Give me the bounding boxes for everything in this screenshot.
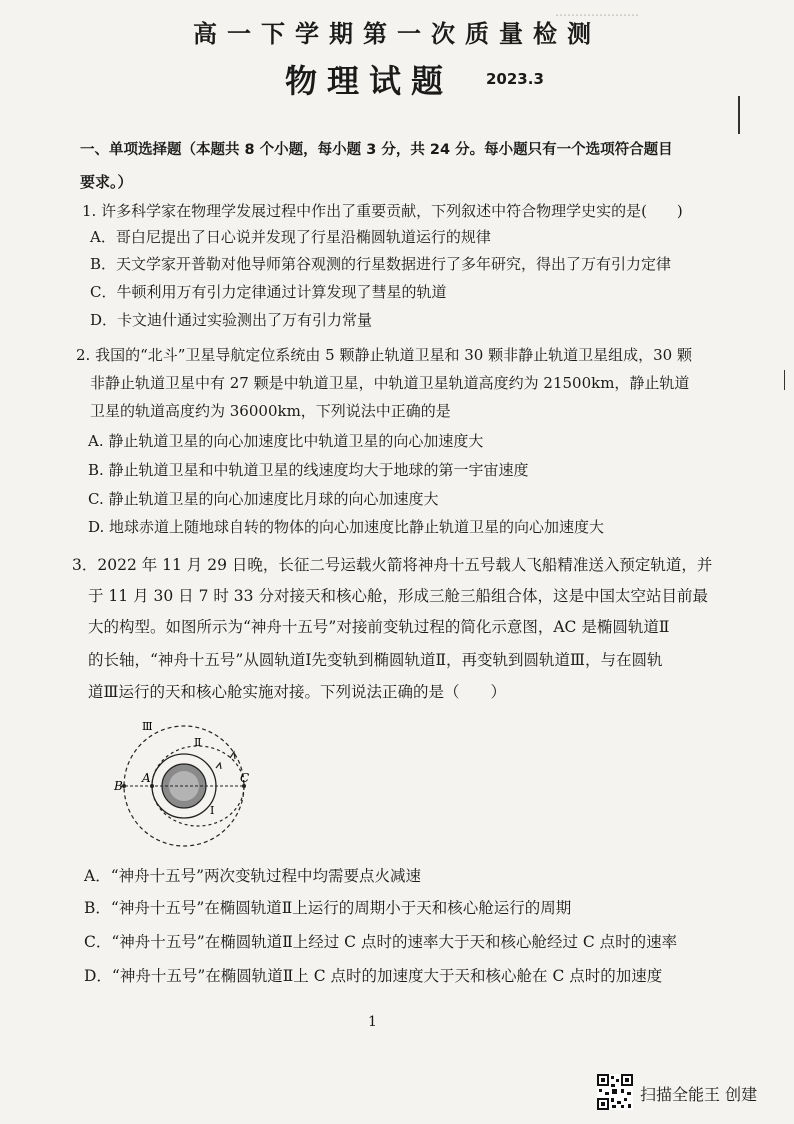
question-2-stem-line2: 非静止轨道卫星中有 27 颗是中轨道卫星，中轨道卫星轨道高度约为 21500km，静止轨道 bbox=[90, 374, 690, 392]
question-1-stem: 1. 许多科学家在物理学发展过程中作出了重要贡献，下列叙述中符合物理学史实的是( ) bbox=[82, 202, 683, 220]
scanner-watermark-label: 扫描全能王 创建 bbox=[640, 1085, 758, 1104]
exam-date: 2023.3 bbox=[486, 70, 544, 88]
question-1-option-b: B．天文学家开普勒对他导师第谷观测的行星数据进行了多年研究，得出了万有引力定律 bbox=[90, 255, 672, 273]
question-1-option-c: C．牛顿利用万有引力定律通过计算发现了彗星的轨道 bbox=[90, 283, 447, 301]
question-3-stem-line5: 道Ⅲ运行的天和核心舱实施对接。下列说法正确的是（ ） bbox=[88, 683, 506, 701]
question-2-option-b: B. 静止轨道卫星和中轨道卫星的线速度均大于地球的第一宇宙速度 bbox=[88, 461, 529, 479]
section-heading-line1: 一、单项选择题（本题共 8 个小题，每小题 3 分，共 24 分。每小题只有一个选项符合题目 bbox=[80, 142, 673, 158]
question-2-option-a: A. 静止轨道卫星的向心加速度比中轨道卫星的向心加速度大 bbox=[88, 432, 484, 450]
arrow-orbit-i bbox=[216, 763, 221, 769]
bleed-through-text: ⋯⋯⋯⋯⋯⋯⋯ bbox=[555, 8, 639, 22]
label-orbit-iii: Ⅲ bbox=[142, 720, 153, 733]
qr-code-icon bbox=[597, 1074, 633, 1110]
question-3-option-b: B．“神舟十五号”在椭圆轨道Ⅱ上运行的周期小于天和核心舱运行的周期 bbox=[84, 899, 572, 917]
question-2-stem-line1: 2. 我国的“北斗”卫星导航定位系统由 5 颗静止轨道卫星和 30 颗非静止轨道卫星组成，30 颗 bbox=[76, 346, 692, 364]
scan-edge-mark bbox=[738, 96, 740, 134]
question-3-stem-line1: 3．2022 年 11 月 29 日晚，长征二号运载火箭将神舟十五号载人飞船精准送入预定轨道，并 bbox=[72, 556, 713, 574]
earth-highlight bbox=[169, 771, 199, 801]
label-point-a: A bbox=[142, 771, 151, 785]
page-number: 1 bbox=[368, 1014, 377, 1030]
question-2-option-c: C. 静止轨道卫星的向心加速度比月球的向心加速度大 bbox=[88, 490, 439, 508]
question-1-option-d: D．卡文迪什通过实验测出了万有引力常量 bbox=[90, 311, 373, 329]
label-orbit-ii: Ⅱ bbox=[194, 736, 202, 749]
question-1-option-a: A．哥白尼提出了日心说并发现了行星沿椭圆轨道运行的规律 bbox=[90, 228, 491, 246]
question-2-option-d: D. 地球赤道上随地球自转的物体的向心加速度比静止轨道卫星的向心加速度大 bbox=[88, 518, 605, 536]
orbit-diagram bbox=[112, 718, 252, 852]
question-3-option-c: C．“神舟十五号”在椭圆轨道Ⅱ上经过 C 点时的速率大于天和核心舱经过 C 点时的速率 bbox=[84, 933, 678, 951]
arrow-orbit-ii bbox=[230, 752, 235, 759]
exam-title-line1: 高一下学期第一次质量检测 bbox=[193, 19, 601, 48]
section-heading-line2: 要求。） bbox=[80, 173, 133, 191]
label-point-c: C bbox=[240, 771, 250, 785]
section-heading bbox=[80, 138, 700, 192]
scan-edge-mark bbox=[784, 370, 785, 390]
question-3-option-a: A．“神舟十五号”两次变轨过程中均需要点火减速 bbox=[84, 867, 422, 885]
label-point-b: B bbox=[114, 779, 123, 793]
question-2-stem-line3: 卫星的轨道高度约为 36000km，下列说法中正确的是 bbox=[90, 402, 451, 420]
exam-title-line2: 物理试题 bbox=[285, 62, 454, 100]
label-orbit-i: Ⅰ bbox=[210, 804, 215, 817]
question-3-stem-line2: 于 11 月 30 日 7 时 33 分对接天和核心舱，形成三舱三船组合体，这是中国太空站目前最 bbox=[88, 587, 708, 605]
question-3-stem-line4: 的长轴，“神舟十五号”从圆轨道Ⅰ先变轨到椭圆轨道Ⅱ，再变轨到圆轨道Ⅲ，与在圆轨 bbox=[88, 651, 663, 669]
question-3-stem-line3: 大的构型。如图所示为“神舟十五号”对接前变轨过程的简化示意图，AC 是椭圆轨道Ⅱ bbox=[88, 618, 670, 636]
question-3-option-d: D．“神舟十五号”在椭圆轨道Ⅱ上 C 点时的加速度大于天和核心舱在 C 点时的加速度 bbox=[84, 967, 663, 985]
